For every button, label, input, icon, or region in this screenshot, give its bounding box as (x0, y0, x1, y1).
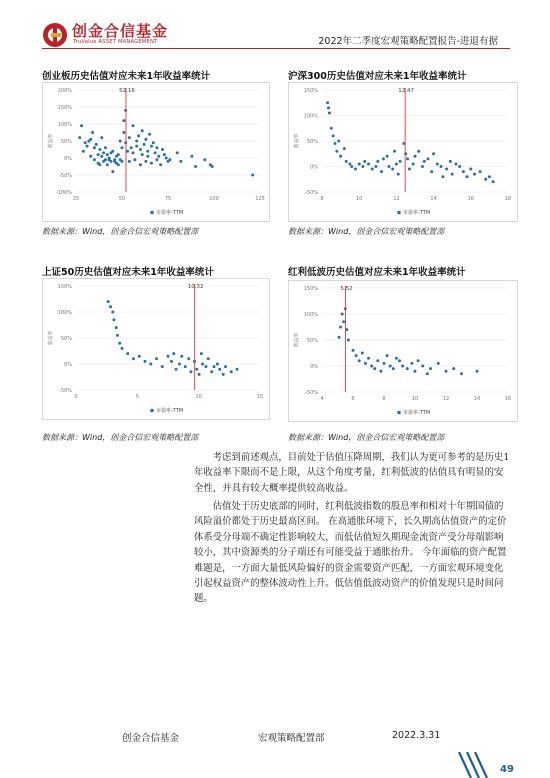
body-paragraph-1 (194, 450, 510, 496)
data-point (386, 354, 389, 357)
data-point (168, 158, 171, 161)
y-tick-label: 50% (60, 336, 72, 342)
data-point (364, 362, 367, 365)
data-point (95, 143, 98, 146)
scatter-plot (42, 82, 270, 222)
data-point (91, 131, 94, 134)
y-tick-label: 200% (57, 88, 72, 94)
x-tick-label: 15 (256, 394, 264, 400)
data-point (102, 151, 105, 154)
data-point (371, 168, 374, 171)
data-point (89, 138, 92, 141)
data-point (367, 357, 370, 360)
data-point (427, 157, 430, 160)
x-tick-label: 10 (195, 394, 202, 400)
data-point (100, 136, 103, 139)
data-point (462, 170, 465, 173)
data-point (210, 370, 213, 373)
data-point (222, 373, 225, 376)
data-point (161, 148, 164, 151)
data-point (361, 165, 364, 168)
current-valuation-label: 12.47 (398, 88, 415, 94)
data-point (395, 357, 398, 360)
data-point (373, 367, 376, 370)
data-point (376, 160, 379, 163)
data-point (148, 133, 151, 136)
x-tick-label: 14 (430, 196, 437, 202)
data-point (109, 305, 112, 308)
data-point (358, 359, 361, 362)
legend-label: 市盈率-TTM (156, 210, 184, 216)
data-point (343, 147, 346, 150)
y-tick-label: 150% (57, 284, 72, 290)
y-tick-label: -50% (59, 173, 72, 179)
data-point (187, 357, 190, 360)
data-point (454, 162, 457, 165)
data-point (203, 158, 206, 161)
data-point (100, 155, 103, 158)
data-point (401, 365, 404, 368)
body-paragraph-2 (194, 499, 510, 607)
data-point (155, 158, 158, 161)
data-point (382, 157, 385, 160)
data-point (412, 162, 415, 165)
data-point (139, 148, 142, 151)
data-point (440, 165, 443, 168)
data-point (179, 160, 182, 163)
data-point (367, 162, 370, 165)
data-point (338, 336, 341, 339)
x-tick-label: 16 (504, 396, 512, 402)
data-point (391, 168, 394, 171)
data-point (458, 165, 461, 168)
y-axis-label: 收益率 (294, 332, 300, 348)
legend-marker (150, 211, 154, 215)
data-point (339, 155, 342, 158)
y-tick-label: 100% (57, 122, 72, 128)
data-point (144, 360, 147, 363)
data-point (370, 365, 373, 368)
legend-label: 市盈率-TTM (403, 210, 431, 216)
data-point (341, 313, 344, 316)
data-point (155, 357, 158, 360)
y-tick-label: 150% (303, 286, 318, 292)
page-number: 49 (500, 764, 514, 775)
data-point (213, 365, 216, 368)
data-point (348, 162, 351, 165)
chart-title-chinext: 创业板历史估值对应未来1年收益率统计 (42, 71, 211, 82)
data-point (406, 157, 409, 160)
data-point (111, 170, 114, 173)
data-point (82, 150, 85, 153)
company-logo (42, 20, 202, 48)
data-point (176, 151, 179, 154)
data-point (163, 153, 166, 156)
legend-label: 市盈率-TTM (403, 410, 431, 416)
y-tick-label: -50% (305, 390, 318, 396)
data-point (98, 163, 101, 166)
data-point (172, 352, 175, 355)
data-point (84, 141, 87, 144)
y-tick-label: 100% (303, 113, 318, 120)
data-point (195, 368, 198, 371)
logo-chinese-name: 创金合信基金 (72, 22, 169, 40)
data-point (137, 134, 140, 137)
data-point (380, 170, 383, 173)
data-point (132, 124, 135, 127)
data-point (473, 173, 476, 176)
legend-label: 市盈率-TTM (156, 408, 184, 414)
footer-date: 2022.3.31 (392, 730, 441, 741)
data-point (201, 363, 204, 366)
legend-marker (150, 409, 154, 413)
data-point (132, 357, 135, 360)
data-point (165, 157, 168, 160)
data-point (327, 106, 330, 109)
data-point (146, 150, 149, 153)
data-point (417, 150, 420, 153)
chart-source-csi300: 数据来源：Wind，创金合信宏观策略配置部 (288, 227, 445, 236)
y-tick-label: 50% (60, 139, 72, 145)
data-point (89, 155, 92, 158)
footer-company: 创金合信基金 (122, 733, 180, 744)
data-point (190, 155, 193, 158)
y-tick-label: 100% (57, 310, 72, 316)
data-point (149, 363, 152, 366)
data-point (115, 326, 118, 329)
data-point (159, 163, 162, 166)
chart-chinext (42, 82, 270, 222)
data-point (345, 160, 348, 163)
data-point (107, 300, 110, 303)
legend-marker (397, 411, 401, 415)
data-point (109, 160, 112, 163)
data-point (466, 175, 469, 178)
x-tick-label: 125 (255, 196, 265, 202)
data-point (207, 357, 210, 360)
data-point (119, 140, 122, 143)
data-point (432, 152, 435, 155)
data-point (347, 339, 350, 342)
data-point (128, 160, 131, 163)
data-point (157, 155, 160, 158)
paragraph-text-2: 估值处于历史底部的同时，红利低波指数的股息率和相对十年期国债的风险溢价都处于历史最高区间。 在高通胀环境下，长久期高估值资产的定价体系受分母端不确定性影响较大，而低估值短久期现金流资产受分母端影响较小，其中资源类的分子端还有可能受益于通胀抬升。 今年面临的资产配置难题是，一方面大量低风险偏好的资金需要资产匹配，一方面宏观环境变化引起权益资产的整体波动性上升。低估值低波动资产的价值发现只是时间问题。 (194, 501, 507, 605)
data-point (167, 355, 170, 358)
y-tick-label: 0% (310, 364, 318, 370)
paragraph-text-1: 考虑到前述观点，目前处于估值压降周期，我们认为更可参考的是历史1年收益率下限而不是上限，从这个角度考量，红利低波的估值具有明显的安全性，并具有较大概率提供较高收益。 (194, 452, 510, 494)
data-point (93, 146, 96, 149)
logo-mark-icon (42, 22, 68, 48)
data-point (386, 155, 389, 158)
data-point (436, 162, 439, 165)
data-point (404, 152, 407, 155)
y-tick-label: -50% (59, 388, 72, 394)
report-title: 2022年二季度宏观策略配置报告-进退有据 (318, 36, 498, 47)
chart-dividend-lowvol (288, 280, 518, 422)
y-tick-label: -100% (55, 190, 72, 196)
data-point (492, 180, 495, 183)
data-point (198, 373, 201, 376)
data-point (445, 370, 448, 373)
y-tick-label: -50% (305, 190, 318, 196)
data-point (139, 163, 142, 166)
data-point (141, 129, 144, 132)
data-point (328, 111, 331, 114)
data-point (330, 127, 333, 130)
x-tick-label: 50 (118, 196, 126, 202)
data-point (130, 146, 133, 149)
x-tick-label: 6 (351, 396, 355, 402)
data-point (216, 363, 219, 366)
data-point (150, 145, 153, 148)
data-point (150, 162, 153, 165)
data-point (111, 311, 114, 314)
data-point (121, 146, 124, 149)
data-point (421, 165, 424, 168)
data-point (155, 146, 158, 149)
data-point (170, 360, 173, 363)
x-tick-label: 18 (504, 196, 512, 202)
data-point (251, 174, 254, 177)
data-point (379, 370, 382, 373)
data-point (135, 140, 138, 143)
y-tick-label: 100% (303, 312, 318, 318)
logo-english-name: TruValue ASSET MANAGEMENT (73, 39, 158, 45)
data-point (376, 359, 379, 362)
data-point (479, 170, 482, 173)
chart-title-dividend-lowvol: 红利低波历史估值对应未来1年收益率统计 (288, 267, 466, 278)
data-point (326, 101, 329, 104)
chart-source-chinext: 数据来源：Wind，创金合信宏观策略配置部 (42, 227, 199, 236)
data-point (161, 365, 164, 368)
data-point (421, 365, 424, 368)
data-point (361, 352, 364, 355)
data-point (417, 359, 420, 362)
data-point (143, 143, 146, 146)
data-point (441, 175, 444, 178)
data-point (399, 160, 402, 163)
data-point (449, 160, 452, 163)
data-point (354, 168, 357, 171)
chart-csi300 (288, 82, 518, 222)
data-point (392, 367, 395, 370)
data-point (133, 158, 136, 161)
data-point (414, 155, 417, 158)
current-valuation-label: 52.16 (119, 88, 135, 94)
data-point (112, 318, 115, 321)
current-valuation-label: 10.32 (187, 284, 204, 290)
chart-source-dividend-lowvol: 数据来源：Wind，创金合信宏观策略配置部 (288, 433, 445, 442)
data-point (430, 170, 433, 173)
data-point (437, 362, 440, 365)
data-point (97, 153, 100, 156)
data-point (408, 168, 411, 171)
scatter-plot (288, 82, 518, 222)
data-point (138, 355, 141, 358)
data-point (132, 151, 135, 154)
x-tick-label: 10 (356, 196, 363, 202)
y-tick-label: 150% (57, 105, 72, 111)
data-point (80, 124, 83, 127)
data-point (352, 349, 355, 352)
data-point (121, 347, 124, 350)
data-point (211, 165, 214, 168)
data-point (469, 168, 472, 171)
data-point (218, 368, 221, 371)
data-point (122, 131, 125, 134)
data-point (190, 370, 193, 373)
data-point (104, 146, 107, 149)
data-point (393, 150, 396, 153)
data-point (445, 168, 448, 171)
data-point (122, 119, 125, 122)
y-axis-label: 收益率 (48, 133, 54, 149)
data-point (93, 158, 96, 161)
x-tick-label: 75 (164, 196, 172, 202)
data-point (332, 134, 335, 137)
data-point (363, 160, 366, 163)
data-point (397, 173, 400, 176)
x-tick-label: 12 (442, 396, 450, 402)
data-point (389, 365, 392, 368)
data-point (154, 151, 157, 154)
data-point (86, 145, 89, 148)
data-point (350, 165, 353, 168)
data-point (128, 136, 131, 139)
current-valuation-label: 5.52 (340, 286, 353, 292)
chart-source-sse50: 数据来源：Wind，创金合信宏观策略配置部 (42, 433, 199, 442)
data-point (224, 365, 227, 368)
data-point (488, 175, 491, 178)
data-point (106, 153, 109, 156)
data-point (230, 370, 233, 373)
data-point (116, 334, 119, 337)
data-point (204, 365, 207, 368)
data-point (451, 173, 454, 176)
y-tick-label: 0% (64, 362, 72, 368)
footer-stripes-decoration (455, 752, 495, 778)
data-point (194, 165, 197, 168)
header-divider (42, 48, 510, 49)
data-point (335, 150, 338, 153)
chart-title-csi300: 沪深300历史估值对应未来1年收益率统计 (288, 71, 467, 82)
scatter-plot (288, 280, 518, 422)
data-point (452, 367, 455, 370)
data-point (152, 141, 155, 144)
data-point (146, 155, 149, 158)
x-tick-label: 14 (473, 396, 481, 402)
data-point (118, 342, 121, 345)
data-point (126, 150, 129, 153)
data-point (78, 136, 81, 139)
data-point (111, 150, 114, 153)
y-tick-label: 150% (303, 88, 318, 94)
y-axis-label: 收益率 (294, 133, 300, 149)
data-point (387, 165, 390, 168)
x-tick-label: 100 (209, 196, 219, 202)
data-point (236, 368, 239, 371)
data-point (180, 355, 183, 358)
legend-marker (397, 211, 401, 215)
data-point (337, 140, 340, 143)
data-point (355, 354, 358, 357)
y-tick-label: 50% (306, 139, 318, 145)
data-point (141, 153, 144, 156)
data-point (126, 352, 129, 355)
y-tick-label: 50% (306, 338, 318, 344)
data-point (334, 142, 337, 145)
x-tick-label: 8 (382, 396, 386, 402)
x-tick-label: 10 (411, 396, 419, 402)
y-tick-label: 0% (64, 156, 72, 162)
data-point (429, 367, 432, 370)
data-point (106, 163, 109, 166)
data-point (460, 372, 463, 375)
data-point (144, 160, 147, 163)
data-point (117, 163, 120, 166)
scatter-plot (42, 278, 270, 420)
x-tick-label: 5 (135, 394, 139, 400)
y-tick-label: 0% (310, 164, 318, 171)
data-point (374, 165, 377, 168)
data-point (117, 153, 120, 156)
data-point (410, 362, 413, 365)
x-tick-label: 16 (467, 196, 474, 202)
data-point (178, 363, 181, 366)
data-point (398, 359, 401, 362)
data-point (184, 365, 187, 368)
data-point (395, 162, 398, 165)
data-point (104, 158, 107, 161)
data-point (484, 178, 487, 181)
x-tick-label: 12 (393, 196, 400, 202)
data-point (175, 368, 178, 371)
data-point (383, 362, 386, 365)
x-tick-label: 0 (74, 394, 78, 400)
x-tick-label: 4 (320, 396, 324, 402)
data-point (423, 160, 426, 163)
chart-title-sse50: 上证50历史估值对应未来1年收益率统计 (42, 267, 214, 278)
data-point (414, 370, 417, 373)
footer-department: 宏观策略配置部 (258, 733, 325, 744)
y-axis-label: 收益率 (48, 330, 54, 346)
data-point (121, 160, 124, 163)
x-tick-label: 8 (320, 196, 324, 202)
data-point (339, 326, 342, 329)
x-tick-label: 25 (72, 196, 80, 202)
data-point (426, 372, 429, 375)
data-point (358, 162, 361, 165)
data-point (98, 148, 101, 151)
data-point (200, 352, 203, 355)
data-point (135, 145, 138, 148)
data-point (406, 367, 409, 370)
data-point (342, 320, 345, 323)
data-point (476, 370, 479, 373)
chart-sse50 (42, 278, 270, 420)
data-point (144, 138, 147, 141)
